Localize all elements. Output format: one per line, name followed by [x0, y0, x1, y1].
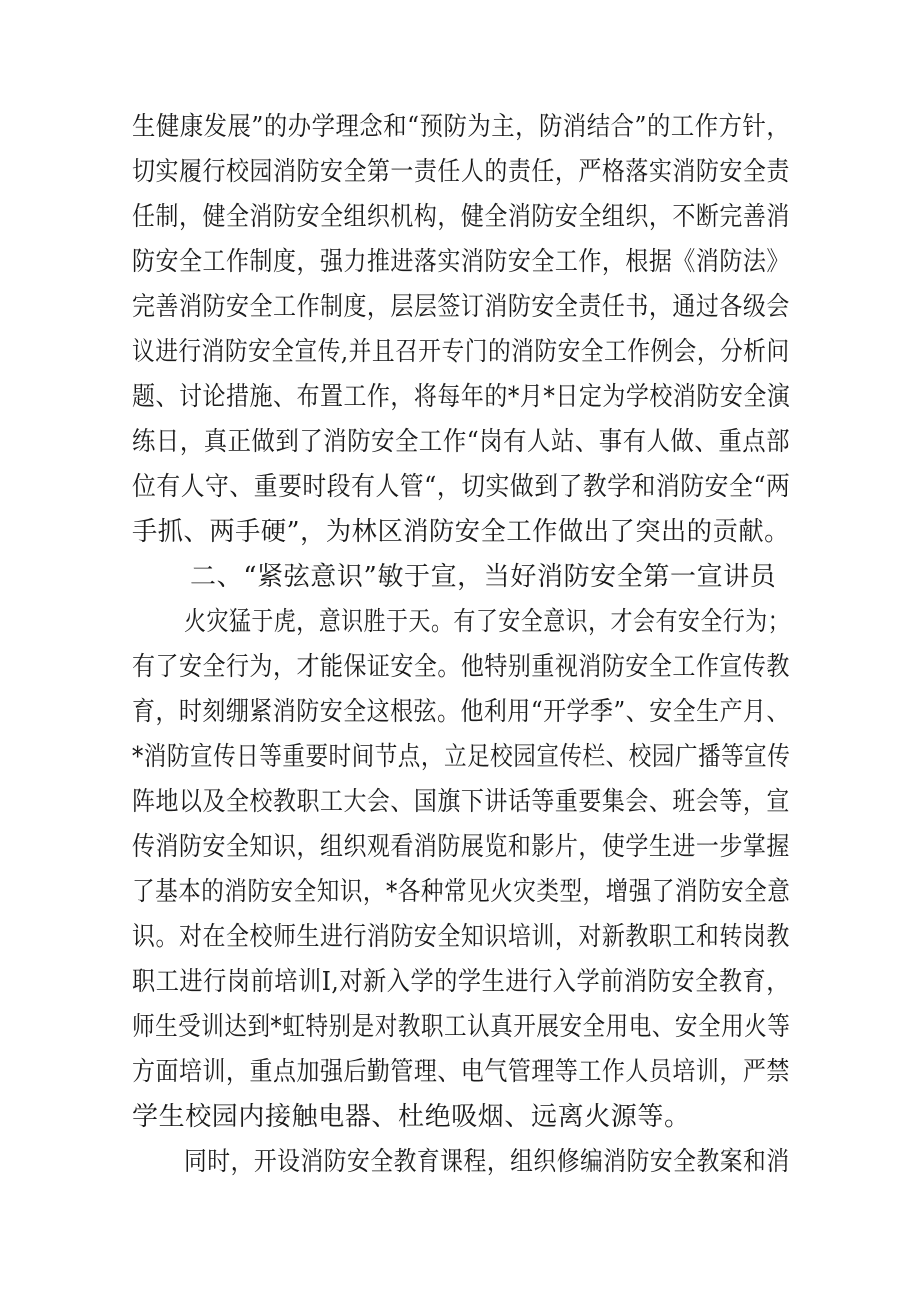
- text-line: 了基本的消防安全知识，*各种常见火灾类型，增强了消防安全意: [132, 877, 791, 907]
- text-line: 切实履行校园消防安全第一责任人的责任，严格落实消防安全责: [132, 157, 790, 187]
- text-line: 完善消防安全工作制度，层层签订消防安全责任书，通过各级会: [132, 292, 790, 322]
- paragraph-first-line: 火灾猛于虎，意识胜于天。有了安全意识，才会有安全行为；: [184, 607, 791, 637]
- text-line: 有了安全行为，才能保证安全。他特别重视消防安全工作宣传教: [132, 652, 790, 682]
- text-line: 育，时刻绷紧消防安全这根弦。他利用“开学季”、安全生产月、: [132, 697, 790, 727]
- text-line: 手抓、两手硬”，为林区消防安全工作做出了突出的贡献。: [132, 517, 790, 547]
- text-line: 阵地以及全校教职工大会、国旗下讲话等重要集会、班会等，宣: [132, 787, 790, 817]
- text-line: 题、讨论措施、布置工作，将每年的*月*日定为学校消防安全演: [132, 382, 791, 412]
- section-heading: 二、“紧弦意识”敏于宣，当好消防安全第一宣讲员: [190, 562, 777, 592]
- text-line: 师生受训达到*虹特别是对教职工认真开展安全用电、安全用火等: [132, 1012, 791, 1042]
- text-line: 识。对在全校师生进行消防安全知识培训，对新教职工和转岗教: [132, 922, 790, 952]
- text-line: 学生校园内接触电器、杜绝吸烟、远离火源等。: [132, 1102, 691, 1132]
- text-line: 生健康发展”的办学理念和“预防为主，防消结合”的工作方针，: [132, 112, 791, 142]
- text-line: 防安全工作制度，强力推进落实消防安全工作，根据《消防法》: [132, 247, 790, 277]
- text-line: 传消防安全知识，组织观看消防展览和影片，使学生进一步掌握: [132, 832, 790, 862]
- text-line: 职工进行岗前培训Ⅰ,对新入学的学生进行入学前消防安全教育，: [132, 967, 790, 997]
- text-line: 任制，健全消防安全组织机构，健全消防安全组织，不断完善消: [132, 202, 790, 232]
- text-line: *消防宣传日等重要时间节点，立足校园宣传栏、校园广播等宣传: [132, 742, 791, 772]
- text-line: 方面培训，重点加强后勤管理、电气管理等工作人员培训，严禁: [132, 1057, 790, 1087]
- text-line: 位有人守、重要时段有人管“，切实做到了教学和消防安全“两: [132, 472, 791, 502]
- text-line: 练日，真正做到了消防安全工作“岗有人站、事有人做、重点部: [132, 427, 791, 457]
- text-line: 议进行消防安全宣传,并且召开专门的消防安全工作例会，分析问: [132, 337, 790, 367]
- paragraph-first-line: 同时，开设消防安全教育课程，组织修编消防安全教案和消: [184, 1147, 790, 1177]
